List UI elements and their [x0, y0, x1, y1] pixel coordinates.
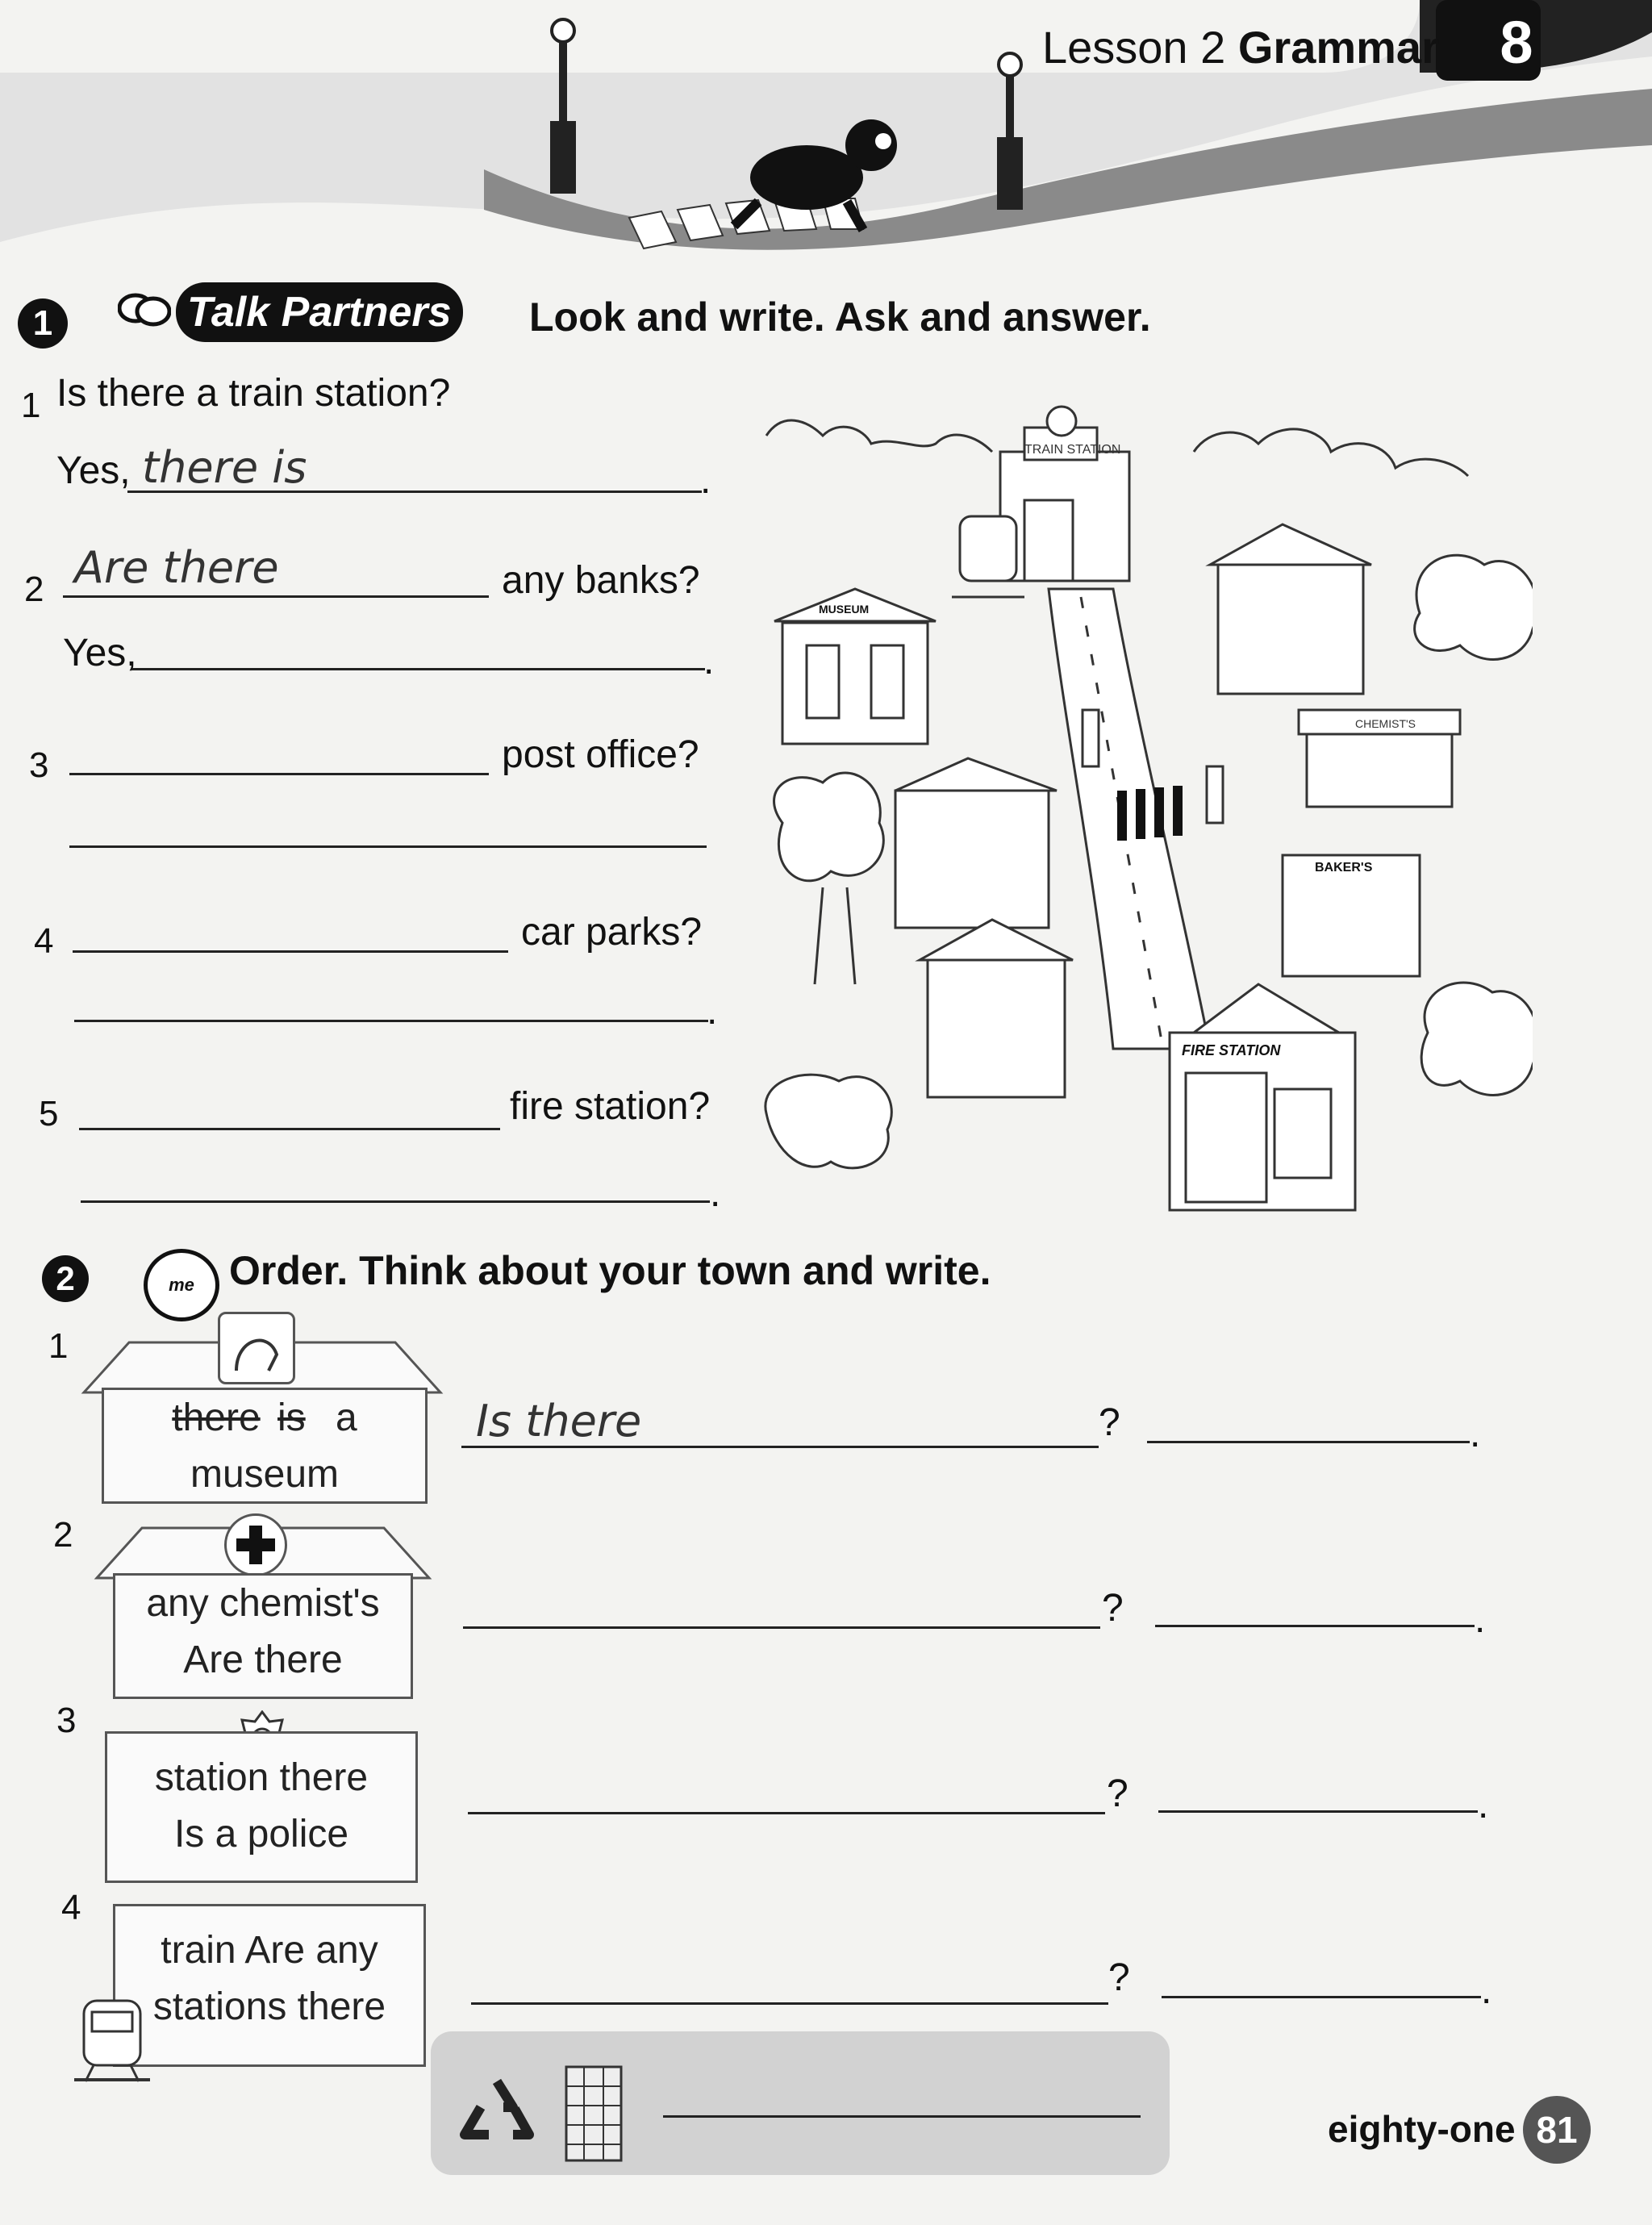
- activity2-instruction: Order. Think about your town and write.: [229, 1248, 991, 1293]
- item-number: 5: [39, 1094, 59, 1133]
- question-suffix: car parks?: [521, 911, 703, 954]
- fire-station-label: FIRE STATION: [1182, 1042, 1281, 1058]
- answer-handwriting: there is: [142, 442, 307, 493]
- museum-label: MUSEUM: [819, 603, 870, 616]
- word-crossed: there: [172, 1396, 261, 1439]
- question-suffix: post office?: [502, 733, 699, 776]
- item-number: 2: [24, 570, 44, 609]
- word-line: station there: [154, 1756, 369, 1799]
- answer-line[interactable]: [81, 1162, 710, 1203]
- word-box: [105, 1731, 418, 1883]
- answer-prefix: Yes,: [63, 632, 137, 674]
- period: .: [1470, 1413, 1481, 1455]
- museum-icon: [218, 1312, 295, 1384]
- period: .: [710, 1172, 721, 1215]
- answer-line[interactable]: [127, 442, 702, 493]
- cross-icon: [224, 1513, 287, 1576]
- question-suffix: fire station?: [510, 1085, 711, 1128]
- answer-handwriting: Are there: [74, 542, 279, 593]
- train-icon: [69, 1993, 158, 2089]
- item-number: 2: [53, 1515, 73, 1555]
- item-number: 1: [21, 386, 41, 425]
- period: .: [1481, 1969, 1492, 2012]
- period: .: [703, 640, 715, 683]
- page-number: 81: [1523, 2096, 1591, 2164]
- word-line: any chemist's: [146, 1582, 380, 1625]
- answer-line[interactable]: [463, 1584, 1100, 1629]
- question-suffix: any banks?: [502, 559, 700, 602]
- short-answer-line[interactable]: [1155, 1589, 1475, 1627]
- item-number: 4: [61, 1888, 81, 1927]
- question-mark: ?: [1108, 1956, 1130, 1999]
- word: a: [336, 1396, 357, 1439]
- section-label: Grammar: [1237, 22, 1439, 73]
- word-line: train Are any: [161, 1929, 378, 1972]
- short-answer-line[interactable]: [1162, 1959, 1481, 1998]
- building-icon: [561, 2062, 626, 2164]
- short-answer-line[interactable]: [1147, 1402, 1470, 1443]
- answer-handwriting: Is there: [476, 1396, 642, 1446]
- chemist-label: CHEMIST'S: [1355, 717, 1416, 730]
- period: .: [1475, 1598, 1486, 1641]
- answer-line[interactable]: [461, 1396, 1099, 1448]
- word-line: Is a police: [173, 1813, 349, 1856]
- word-box: [113, 1573, 413, 1699]
- answer-line[interactable]: [79, 1084, 500, 1130]
- question-mark: ?: [1099, 1401, 1120, 1444]
- recycle-icon: [457, 2075, 537, 2149]
- period: .: [707, 990, 718, 1033]
- answer-line[interactable]: [63, 542, 489, 598]
- period: .: [700, 459, 711, 502]
- answer-line[interactable]: [471, 1960, 1108, 2005]
- word-crossed: is: [277, 1396, 306, 1439]
- item-number: 1: [48, 1326, 69, 1366]
- activity2-number: 2: [42, 1255, 89, 1302]
- reflection-line[interactable]: [663, 2107, 1141, 2118]
- activity1-number: 1: [18, 298, 68, 349]
- train-station-label: TRAIN STATION: [1024, 443, 1121, 457]
- answer-line[interactable]: [132, 629, 705, 670]
- word-line: museum: [190, 1453, 340, 1496]
- page-word: eighty-one: [1328, 2108, 1516, 2150]
- word-line: [104, 1390, 425, 1446]
- speech-bubbles-icon: [118, 290, 171, 331]
- lesson-label: Lesson 2: [1042, 22, 1226, 73]
- talk-partners-badge: Talk Partners: [176, 282, 463, 342]
- item-number: 3: [56, 1701, 77, 1740]
- word-box: [102, 1388, 428, 1504]
- activity1-instruction: Look and write. Ask and answer.: [529, 294, 1151, 340]
- word-line: Are there: [183, 1638, 343, 1681]
- answer-line[interactable]: [69, 807, 707, 848]
- item-number: 4: [34, 921, 54, 961]
- town-map: [758, 403, 1533, 1234]
- train-icon: [952, 516, 1024, 597]
- question-mark: ?: [1107, 1772, 1128, 1815]
- lesson-title: [1042, 21, 1439, 73]
- answer-prefix: Yes,: [56, 449, 131, 492]
- reflection-bar: [431, 2031, 1170, 2175]
- period: .: [1478, 1784, 1489, 1826]
- answer-line[interactable]: [74, 979, 708, 1022]
- short-answer-line[interactable]: [1158, 1772, 1478, 1813]
- question-mark: ?: [1102, 1587, 1124, 1630]
- answer-line[interactable]: [73, 907, 508, 953]
- train-station-building: [1000, 407, 1129, 581]
- item-number: 3: [29, 745, 49, 785]
- answer-line[interactable]: [69, 729, 489, 775]
- unit-number: 8: [1500, 9, 1533, 76]
- word-box: [113, 1904, 426, 2067]
- question-text: Is there a train station?: [56, 372, 451, 415]
- word-line: stations there: [152, 1985, 386, 2028]
- bakers-label: BAKER'S: [1315, 861, 1373, 875]
- me-badge: me: [144, 1249, 219, 1321]
- answer-line[interactable]: [468, 1770, 1105, 1814]
